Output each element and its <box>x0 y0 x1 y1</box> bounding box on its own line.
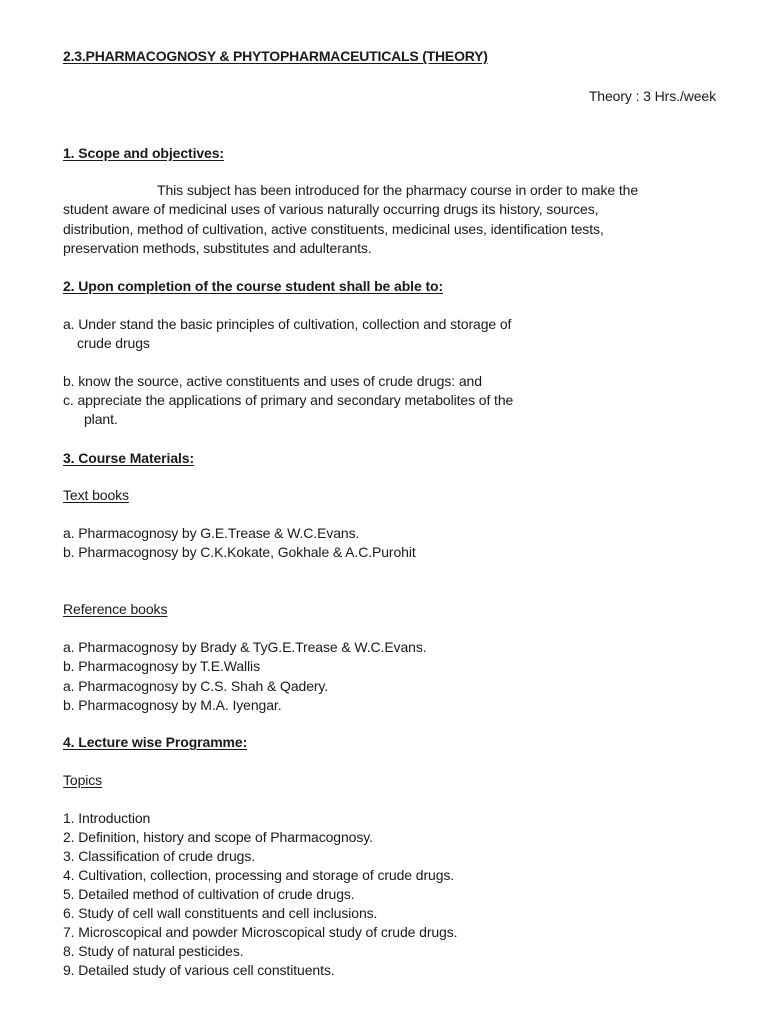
textbook-item: b. Pharmacognosy by C.K.Kokate, Gokhale & A.C.Purohit <box>63 544 416 560</box>
reference-item: b. Pharmacognosy by M.A. Iyengar. <box>63 697 282 713</box>
reference-books-heading: Reference books <box>63 601 168 617</box>
textbook-item: a. Pharmacognosy by G.E.Trease & W.C.Evans. <box>63 525 360 541</box>
objective-item: b. know the source, active constituents and uses of crude drugs: and <box>63 373 482 389</box>
section-1-heading: 1. Scope and objectives: <box>63 145 224 161</box>
topic-item: 2. Definition, history and scope of Pharmacognosy. <box>63 829 373 845</box>
objective-item-continued: plant. <box>84 411 118 427</box>
objective-item-continued: crude drugs <box>77 335 150 351</box>
topic-item: 8. Study of natural pesticides. <box>63 943 244 959</box>
theory-hours: Theory : 3 Hrs./week <box>588 88 716 104</box>
document-title: 2.3.PHARMACOGNOSY & PHYTOPHARMACEUTICALS (THEORY) <box>63 48 488 64</box>
textbooks-heading: Text books <box>63 487 129 503</box>
topic-item: 9. Detailed study of various cell constituents. <box>63 962 335 978</box>
topic-item: 6. Study of cell wall constituents and cell inclusions. <box>63 905 378 921</box>
topic-item: 7. Microscopical and powder Microscopical study of crude drugs. <box>63 924 458 940</box>
objective-item: a. Under stand the basic principles of cultivation, collection and storage of <box>63 316 512 332</box>
reference-item: b. Pharmacognosy by T.E.Wallis <box>63 658 260 674</box>
paragraph-line: preservation methods, substitutes and adulterants. <box>63 240 372 256</box>
objective-item: c. appreciate the applications of primary and secondary metabolites of the <box>63 392 514 408</box>
topic-item: 5. Detailed method of cultivation of crude drugs. <box>63 886 355 902</box>
section-4-heading: 4. Lecture wise Programme: <box>63 734 248 750</box>
section-3-heading: 3. Course Materials: <box>63 450 195 466</box>
paragraph-line: This subject has been introduced for the pharmacy course in order to make the <box>157 182 639 198</box>
reference-item: a. Pharmacognosy by C.S. Shah & Qadery. <box>63 678 329 694</box>
reference-item: a. Pharmacognosy by Brady & TyG.E.Trease & W.C.Evans. <box>63 639 427 655</box>
paragraph-line: student aware of medicinal uses of various naturally occurring drugs its history, sources, <box>63 201 599 217</box>
paragraph-line: distribution, method of cultivation, active constituents, medicinal uses, identification tests, <box>63 221 604 237</box>
section-2-heading: 2. Upon completion of the course student shall be able to: <box>63 278 444 294</box>
topic-item: 3. Classification of crude drugs. <box>63 848 256 864</box>
topic-item: 1. Introduction <box>63 810 151 826</box>
topic-item: 4. Cultivation, collection, processing and storage of crude drugs. <box>63 867 455 883</box>
topics-heading: Topics <box>63 772 103 788</box>
